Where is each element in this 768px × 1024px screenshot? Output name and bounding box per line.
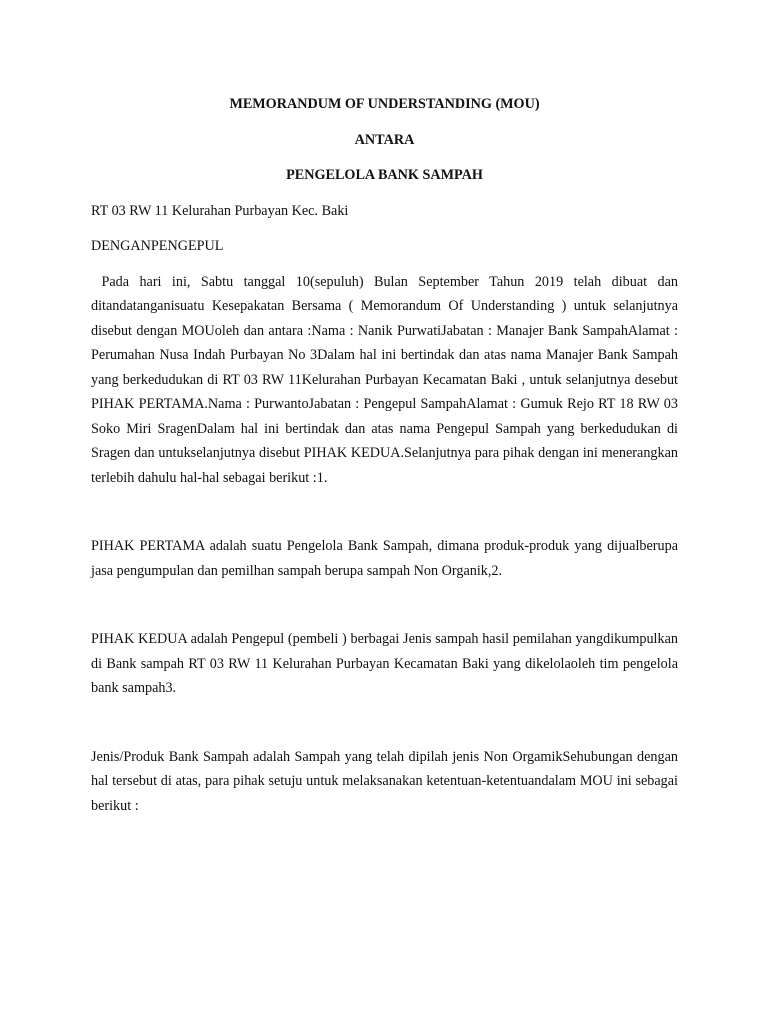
paragraph-jenis-produk: Jenis/Produk Bank Sampah adalah Sampah yang telah dipilah jenis Non OrgamikSehubungan dengan hal tersebut di atas, para pihak setuju untuk melaksanakan ketentuan-ketentuandalam MOU ini sebagai berikut :: [91, 748, 678, 814]
party-one-heading: PENGELOLA BANK SAMPAH: [286, 167, 483, 183]
document-subtitle-between: ANTARA: [354, 131, 415, 148]
party-two-heading: DENGANPENGEPUL: [91, 238, 224, 254]
paragraph-pihak-pertama: PIHAK PERTAMA adalah suatu Pengelola Bank Sampah, dimana produk-produk yang dijualberupa jasa pengumpulan dan pemilhan sampah berupa sampah Non Organik,2.: [91, 538, 678, 579]
paragraph-pihak-kedua: PIHAK KEDUA adalah Pengepul (pembeli ) berbagai Jenis sampah hasil pemilahan yangdikumpulkan di Bank sampah RT 03 RW 11 Kelurahan Purbayan Kecamatan Baki yang dikelolaoleh tim pengelola bank sampah3.: [91, 631, 678, 696]
paragraph-opening: Pada hari ini, Sabtu tanggal 10(sepuluh) Bulan September Tahun 2019 telah dibuat dan ditandatanganisuatu Kesepakatan Bersama ( Memorandum Of Understanding ) untuk selanjutnya disebut dengan MOUoleh dan antara :Nama : Nanik PurwatiJabatan : Manajer Bank SampahAlamat : Perumahan Nusa Indah Purbayan No 3Dalam hal ini bertindak dan atas nama Manajer Bank Sampah yang berkedudukan di RT 03 RW 11Kelurahan Purbayan Kecamatan Baki , untuk selanjutnya desebut PIHAK PERTAMA.Nama : PurwantoJabatan : Pengepul SampahAlamat : Gumuk Rejo RT 18 RW 03 Soko Miri SragenDalam hal ini bertindak dan atas nama Pengepul Sampah yang berkedudukan di Sragen dan untukselanjutnya disebut PIHAK KEDUA.Selanjutnya para pihak dengan ini menerangkan terlebih dahulu hal-hal sebagai berikut :1.: [91, 273, 682, 486]
party-one-address: RT 03 RW 11 Kelurahan Purbayan Kec. Baki: [91, 202, 349, 219]
document-title: MEMORANDUM OF UNDERSTANDING (MOU): [229, 96, 540, 112]
document-body: [91, 92, 682, 829]
